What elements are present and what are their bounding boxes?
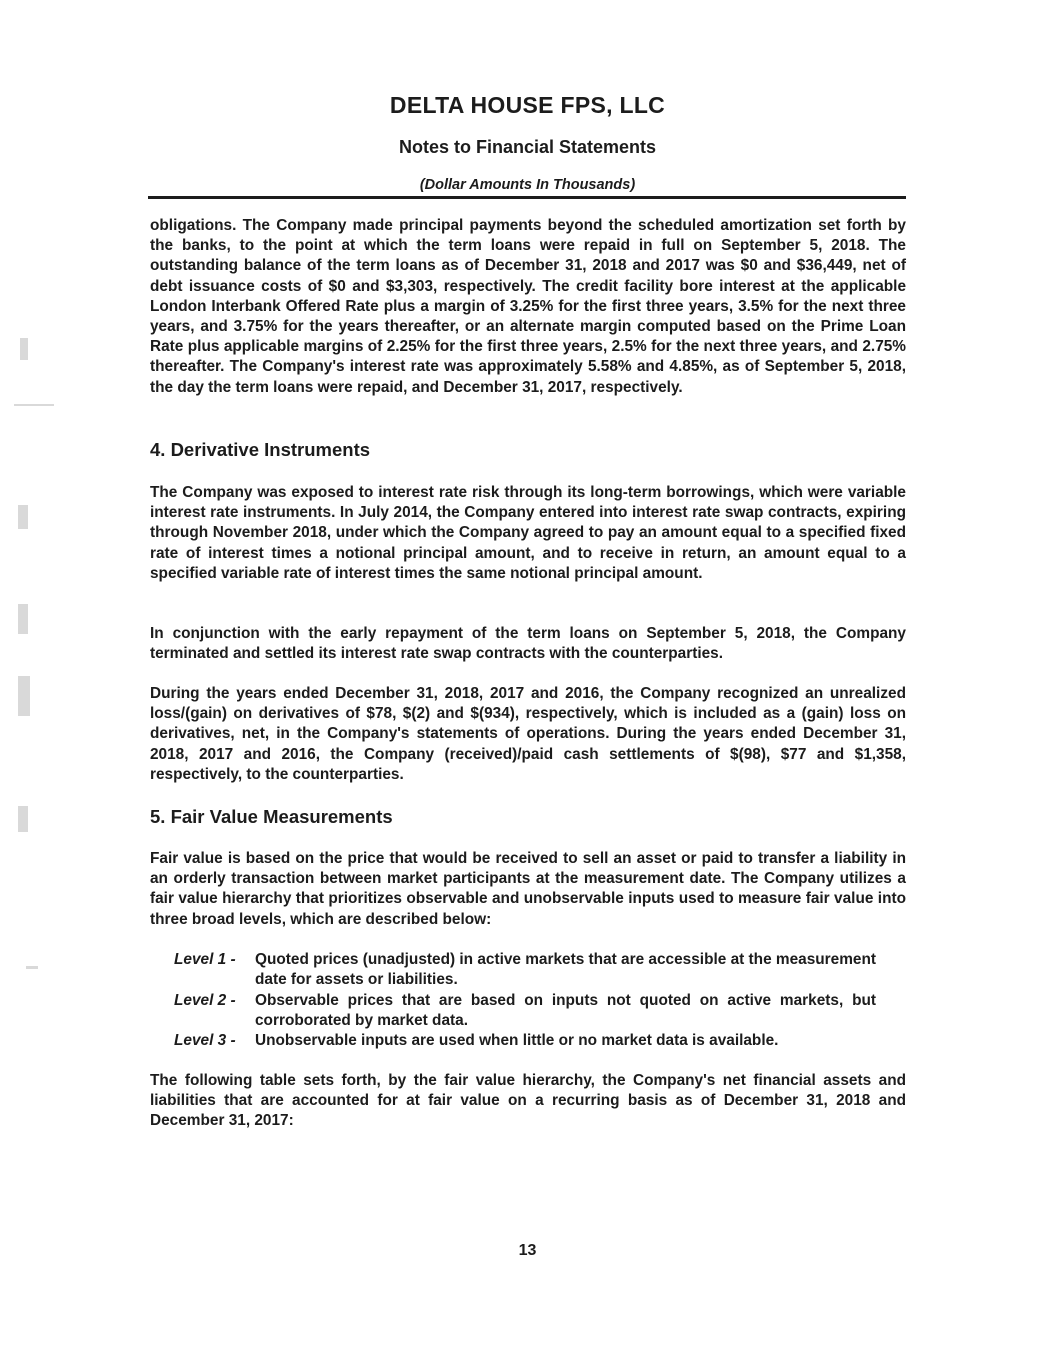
section-4-heading: 4. Derivative Instruments: [150, 439, 371, 460]
level-1-text: Quoted prices (unadjusted) in active markets that are accessible at the measurement date for assets or liabilities.: [255, 951, 876, 989]
document-title: Notes to Financial Statements: [398, 137, 657, 157]
level-1-label: Level 1 -: [174, 951, 236, 968]
level-3-text: Unobservable inputs are used when little or no market data is available.: [255, 1032, 779, 1049]
section-4-paragraph-1: The Company was exposed to interest rate risk through its long-term borrowings, which were variable interest rate instruments. In July 2014, the Company entered into interest rate swap contracts, expiring through November 2018, under which the Company agreed to pay an amount equal to a specified fixed rate of interest times a notional principal amount, and to receive in return, an amount equal to a specified variable rate of interest times the same notional principal amount.: [150, 484, 906, 582]
scan-mark: [18, 505, 28, 529]
scan-mark: [18, 806, 28, 832]
continued-paragraph: obligations. The Company made principal payments beyond the scheduled amortization set forth by the banks, to the point at which the term loans were repaid in full on September 5, 2018. The outstanding balance of the term loans as of December 31, 2018 and 2017 was $0 and $36,449, net of debt issuance costs of $0 and $3,303, respectively. The credit facility bore interest at the applicable London Interbank Offered Rate plus a margin of 3.25% for the first three years, 3.5% for the next three years, and 3.75% for the years thereafter, or an alternate margin computed based on the Prime Loan Rate plus applicable margins of 2.25% for the first three years, 2.5% for the next three years, and 2.75% thereafter. The Company's interest rate was approximately 5.58% and 4.85%, as of September 5, 2018, the day the term loans were repaid, and December 31, 2017, respectively.: [150, 217, 906, 396]
scan-mark: [26, 966, 38, 969]
level-2-item: [174, 991, 876, 1031]
section-5-closing: The following table sets forth, by the fair value hierarchy, the Company's net financial assets and liabilities that are accounted for at fair value on a recurring basis as of December 31, 2018 and December 31, 2017:: [150, 1072, 906, 1130]
level-3-item: [174, 1031, 876, 1051]
level-3-label: Level 3 -: [174, 1032, 236, 1049]
company-name: DELTA HOUSE FPS, LLC: [389, 92, 666, 118]
level-2-text: Observable prices that are based on inputs not quoted on active markets, but corroborated by market data.: [255, 992, 876, 1030]
document-subtitle: (Dollar Amounts In Thousands): [419, 177, 636, 193]
level-2-label: Level 2 -: [174, 992, 236, 1009]
header-rule: [148, 196, 906, 199]
scan-mark: [18, 676, 30, 716]
scan-mark: [18, 604, 28, 634]
section-5-heading: 5. Fair Value Measurements: [150, 806, 393, 827]
level-1-item: [174, 950, 876, 990]
section-4-paragraph-3: During the years ended December 31, 2018, 2017 and 2016, the Company recognized an unrealized loss/(gain) on derivatives of $78, $(2) and $(934), respectively, which is included as a (gain) loss on derivatives, net, in the Company's statements of operations. During the years ended December 31, 2018, 2017 and 2016, the Company (received)/paid cash settlements of $(98), $77 and $1,358, respectively, to the counterparties.: [150, 685, 906, 783]
section-4-paragraph-2: In conjunction with the early repayment of the term loans on September 5, 2018, the Company terminated and settled its interest rate swap contracts with the counterparties.: [150, 625, 906, 663]
scan-mark: [14, 404, 54, 406]
scan-mark: [20, 338, 28, 360]
page-number: 13: [518, 1242, 537, 1259]
section-5-intro: Fair value is based on the price that would be received to sell an asset or paid to transfer a liability in an orderly transaction between market participants at the measurement date. The Company utilizes a fair value hierarchy that prioritizes observable and unobservable inputs used to measure fair value into three broad levels, which are described below:: [150, 850, 906, 928]
